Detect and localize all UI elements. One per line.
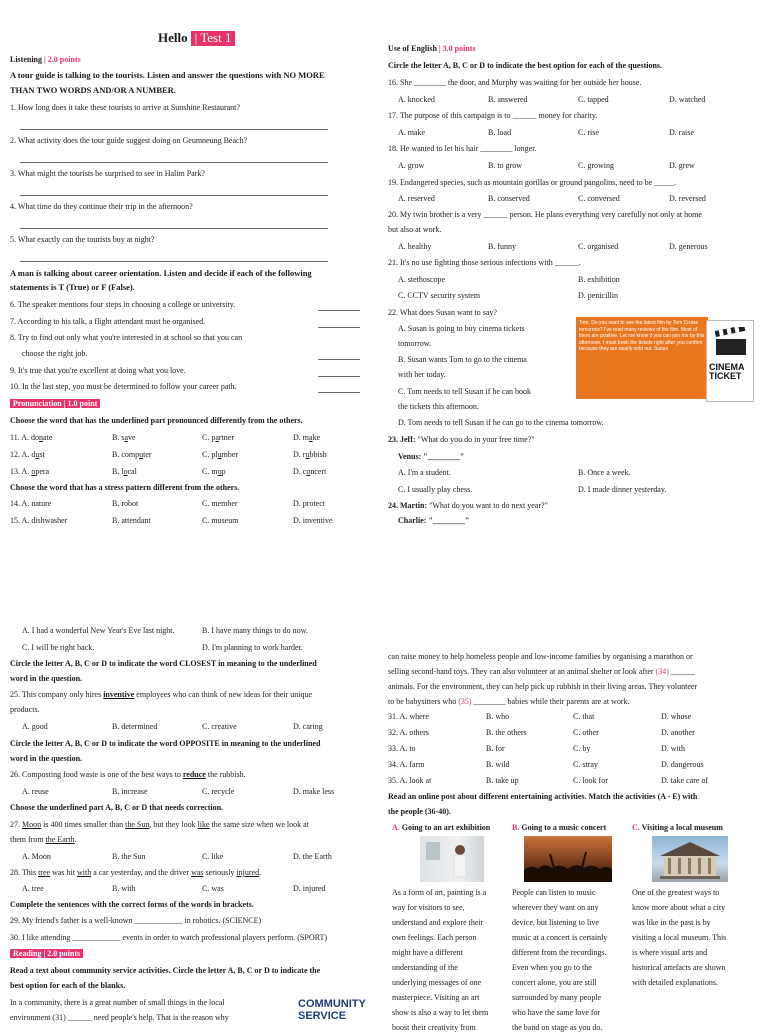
- q17-a: A. make: [398, 128, 426, 137]
- q22-d: D. Tom needs to tell Susan if he can go to the cinema tomorrow.: [398, 418, 604, 427]
- col-b-line: wherever they want on any: [512, 903, 599, 912]
- error-intro: Choose the underlined part A, B, C or D that needs correction.: [10, 803, 224, 812]
- tf-answer-7[interactable]: [318, 327, 360, 328]
- tf-q10: 10. In the last step, you must be determined to follow your career path.: [10, 382, 237, 391]
- q21: 21. It's no use fighting those serious infections with ______.: [388, 258, 581, 267]
- r33-a: 33. A. to: [388, 744, 416, 753]
- pron-13-d: D. concert: [293, 467, 327, 476]
- activity-c-title: Visiting a local museum: [641, 823, 723, 832]
- q24-charlie: Charlie: "________": [398, 516, 470, 525]
- q16-c: C. tapped: [578, 95, 609, 104]
- q17: 17. The purpose of this campaign is to ______ money for charity.: [388, 111, 598, 120]
- q28-d: D. injured: [293, 884, 326, 893]
- pron-12-c: C. plumber: [202, 450, 238, 459]
- uoe-intro: Circle the letter A, B, C or D to indicate the best option for each of the questions.: [388, 61, 663, 70]
- q28-b: B. with: [112, 884, 136, 893]
- reading-points: 2.0 points: [47, 949, 81, 958]
- reading-header: [10, 949, 83, 958]
- q20-cont: but also at work.: [388, 225, 442, 234]
- q19: 19. Endangered species, such as mountain gorillas or ground pangolins, need to be _____.: [388, 178, 677, 187]
- q20-a: A. healthy: [398, 242, 432, 251]
- pron-11-d: D. make: [293, 433, 321, 442]
- r33-b: B. for: [486, 744, 505, 753]
- opposite-intro: Circle the letter A, B, C or D to indicate the word OPPOSITE in meaning to the underlined: [10, 739, 321, 748]
- pron-13-c: C. mop: [202, 467, 226, 476]
- col-b-line: surrounded by many people: [512, 993, 602, 1002]
- q26-b: B. increase: [112, 787, 148, 796]
- listening-intro: A tour guide is talking to the tourists. Listen and answer the questions with NO MORE: [10, 70, 325, 80]
- tf-answer-6[interactable]: [318, 310, 360, 311]
- q24-c: C. I will be right back.: [22, 643, 95, 652]
- q20-b: B. funny: [488, 242, 516, 251]
- q27-b: B. the Sun: [112, 852, 146, 861]
- q27-c: C. like: [202, 852, 224, 861]
- col-a-line: boost their creativity from: [392, 1023, 476, 1032]
- col-b-line: music at a concert is certainly: [512, 933, 608, 942]
- tf-q6: 6. The speaker mentions four steps in choosing a college or university.: [10, 300, 236, 309]
- q26-a: A. reuse: [22, 787, 49, 796]
- cinema-ticket-label: CINEMA TICKET: [709, 362, 745, 381]
- q23-a: A. I'm a student.: [398, 468, 451, 477]
- q16-d: D. watched: [669, 95, 706, 104]
- pron-15-b: B. attendant: [112, 516, 151, 525]
- listening-q4: 4. What time do they continue their trip in the afternoon?: [10, 202, 193, 211]
- q22-c-cont: the tickets this afternoon.: [398, 402, 479, 411]
- q25-c: C. creative: [202, 722, 237, 731]
- r31-b: B. who: [486, 712, 510, 721]
- col-b-line: different from the recordings.: [512, 948, 607, 957]
- q16-b: B. answered: [488, 95, 528, 104]
- pron-11-b: B. save: [112, 433, 136, 442]
- col-a-line: masterpiece. Visiting an art: [392, 993, 480, 1002]
- q24: 24. Martin: "What do you want to do next year?": [388, 501, 548, 510]
- r35-c: C. look for: [573, 776, 608, 785]
- col-a-line: understand and explore their: [392, 918, 484, 927]
- listening-q1: 1. How long does it take these tourists to arrive at Sunshine Restaurant?: [10, 103, 240, 112]
- r32-c: C. other: [573, 728, 599, 737]
- uoe-label: Use of English: [388, 44, 437, 53]
- tf-q8: 8. Try to find out only what you're interested in at school so that you can: [10, 333, 243, 342]
- pron-14-d: D. protect: [293, 499, 325, 508]
- q20-c: C. organised: [578, 242, 619, 251]
- tf-answer-8[interactable]: [318, 359, 360, 360]
- q22-a: A. Susan is going to buy cinema tickets: [398, 324, 525, 333]
- pron-14-a: 14. A. nature: [10, 499, 52, 508]
- r35-d: D. take care of: [661, 776, 709, 785]
- q25-d: D. caring: [293, 722, 323, 731]
- pron-15-c: C. museum: [202, 516, 239, 525]
- q25-cont: products.: [10, 705, 40, 714]
- reading-intro: Read a text about community service activities. Circle the letter A, B, C or D to indicate the: [10, 966, 321, 975]
- col-c-line: know more about what a city: [632, 903, 726, 912]
- reading-intro-2: best option for each of the blanks.: [10, 981, 126, 990]
- q21-d: D. penicillin: [578, 291, 618, 300]
- q23: 23. Jeff: "What do you do in your free time?": [388, 435, 535, 444]
- col-b-line: Even when you go to the: [512, 963, 592, 972]
- col-b-line: People can listen to music: [512, 888, 596, 897]
- listening-q5: 5. What exactly can the tourists buy at night?: [10, 235, 155, 244]
- tf-q8-cont: choose the right job.: [22, 349, 88, 358]
- q29: 29. My friend's father is a well-known ____________ in robotics. (SCIENCE): [10, 916, 262, 925]
- q27-cont: them from the Earth.: [10, 835, 77, 844]
- q25-b: B. determined: [112, 722, 158, 731]
- pron-12-b: B. computer: [112, 450, 152, 459]
- r32-d: D. another: [661, 728, 695, 737]
- pron-12-a: 12. A. dust: [10, 450, 45, 459]
- q24-d: D. I'm planning to work harder.: [202, 643, 303, 652]
- col-c-line: visiting a local museum. This: [632, 933, 727, 942]
- q22: 22. What does Susan want to say?: [388, 308, 497, 317]
- activity-a-title: Going to an art exhibition: [401, 823, 491, 832]
- col-c-line: One of the greatest ways to: [632, 888, 720, 897]
- r31-a: 31. A. where: [388, 712, 429, 721]
- visitor-figure-icon: [420, 836, 484, 882]
- r34-a: 34. A. farm: [388, 760, 425, 769]
- answer-line-2[interactable]: [20, 162, 328, 163]
- reading-label: Reading: [13, 949, 42, 958]
- museum-photo: [652, 836, 728, 882]
- col-a-line: show is also a way to let them: [392, 1008, 489, 1017]
- q21-c: C. CCTV security system: [398, 291, 481, 300]
- museum-building-icon: [652, 836, 728, 882]
- col-a-line: underlying messages of one: [392, 978, 482, 987]
- q22-b-cont: with her today.: [398, 370, 446, 379]
- pron-13-a: 13. A. opera: [10, 467, 50, 476]
- col-c-line: with detailed explanations.: [632, 978, 718, 987]
- r34-d: D. dangerous: [661, 760, 704, 769]
- q18-a: A. grow: [398, 161, 425, 170]
- r34-b: B. wild: [486, 760, 510, 769]
- activity-a-heading: A. Going to an art exhibition: [392, 823, 491, 832]
- answer-line-5[interactable]: [20, 261, 328, 262]
- col-a-line: way for visitors to see,: [392, 903, 465, 912]
- r35-a: 35. A. look at: [388, 776, 432, 785]
- col-b-line: device, but listening to live: [512, 918, 599, 927]
- r31-c: C. that: [573, 712, 595, 721]
- reading-badge: Reading | 2.0 points: [10, 949, 83, 958]
- uoe-points: 3.0 points: [442, 44, 476, 53]
- q17-c: C. rise: [578, 128, 599, 137]
- title-test: Test 1: [200, 30, 232, 45]
- pron-12-d: D. rubbish: [293, 450, 327, 459]
- q27-d: D. the Earth: [293, 852, 332, 861]
- closest-intro: Circle the letter A, B, C or D to indicate the word CLOSEST in meaning to the underlined: [10, 659, 317, 668]
- crowd-icon: [524, 836, 612, 882]
- r33-c: C. by: [573, 744, 591, 753]
- pronunciation-header: [10, 399, 100, 408]
- pronunciation-badge: Pronunciation | 1.0 point: [10, 399, 100, 408]
- q24-a: A. I had a wonderful New Year's Eve last night.: [22, 626, 175, 635]
- pron-11-a: 11. A. donate: [10, 433, 53, 442]
- passage-p4: to be babysitters who (35) ________ babies while their parents are at work.: [388, 697, 630, 706]
- match-intro: Read an online post about different entertaining activities. Match the activities (A - E) with: [388, 792, 698, 801]
- activity-b-heading: B. Going to a music concert: [512, 823, 607, 832]
- use-of-english-header: [388, 44, 476, 53]
- q20: 20. My twin brother is a very ______ person. He plans everything very carefully not only at home: [388, 210, 702, 219]
- q30: 30. I like attending ____________ events in order to watch professional players perform. (SPORT): [10, 933, 328, 942]
- activity-c-heading: C. Visiting a local museum: [632, 823, 723, 832]
- r31-d: D. whose: [661, 712, 692, 721]
- passage-line-2: [10, 1013, 229, 1022]
- q22-b: B. Susan wants Tom to go to the cinema: [398, 355, 527, 364]
- title-main: Hello: [158, 30, 188, 45]
- q18: 18. He wanted to let his hair ________ longer.: [388, 144, 537, 153]
- q19-a: A. reserved: [398, 194, 435, 203]
- q22-a-cont: tomorrow.: [398, 339, 432, 348]
- tf-answer-9[interactable]: [318, 376, 360, 377]
- q18-c: C. growing: [578, 161, 614, 170]
- tf-answer-10[interactable]: [318, 392, 360, 393]
- film-clapper-icon: [708, 327, 754, 359]
- cinema-ticket-image: [706, 320, 754, 402]
- pron-15-a: 15. A. dishwasher: [10, 516, 68, 525]
- tf-q7: 7. According to his talk, a flight attendant must be organised.: [10, 317, 206, 326]
- q27-a: A. Moon: [22, 852, 51, 861]
- closest-intro-2: word in the question.: [10, 674, 83, 683]
- answer-line-4[interactable]: [20, 228, 328, 229]
- r34-c: C. stray: [573, 760, 598, 769]
- pronunciation-label: Pronunciation: [13, 399, 62, 408]
- q23-d: D. I made dinner yesterday.: [578, 485, 667, 494]
- passage-p2: selling second-hand toys. They can also volunteer at an animal shelter or look after (34) ______: [388, 667, 695, 676]
- listening-label: Listening: [10, 55, 43, 64]
- q23-b: B. Once a week.: [578, 468, 631, 477]
- listening-points: 2.0 points: [47, 55, 81, 64]
- col-a-line: might have a different: [392, 948, 463, 957]
- q19-b: B. conserved: [488, 194, 530, 203]
- logo-community: COMMUNITY: [298, 998, 366, 1010]
- passage-line-2-text: environment (31) ______ need people's help. That is the reason why: [10, 1013, 229, 1022]
- col-a-line: understanding of the: [392, 963, 458, 972]
- pron-14-c: C. member: [202, 499, 238, 508]
- pronunciation-points: 1.0 point: [67, 399, 98, 408]
- q25: 25. This company only hires inventive employees who can think of new ideas for their unique: [10, 690, 313, 699]
- page-title: [158, 31, 235, 46]
- passage-line-1: In a community, there is a great number of small things in the local: [10, 998, 225, 1007]
- q19-d: D. reversed: [669, 194, 706, 203]
- r32-b: B. the others: [486, 728, 527, 737]
- col-b-line: the band on stage as you do.: [512, 1023, 603, 1032]
- pron-11-c: C. partner: [202, 433, 235, 442]
- q18-d: D. grew: [669, 161, 695, 170]
- passage-p1: can raise money to help homeless people and low-income families by organising a marathon or: [388, 652, 693, 661]
- col-b-line: concert alone, you are still: [512, 978, 597, 987]
- q17-d: D. raise: [669, 128, 694, 137]
- q22-c: C. Tom needs to tell Susan if he can book: [398, 387, 532, 396]
- pron-13-b: B. local: [112, 467, 137, 476]
- col-b-line: who have the same love for: [512, 1008, 601, 1017]
- tf-intro: A man is talking about career orientation. Listen and decide if each of the following: [10, 268, 312, 278]
- q21-b: B. exhibition: [578, 275, 620, 284]
- pron-15-d: D. inventive: [293, 516, 333, 525]
- listening-points-badge: | 2.0 points: [42, 55, 81, 64]
- logo-service: SERVICE: [298, 1009, 347, 1022]
- opposite-intro-2: word in the question.: [10, 754, 83, 763]
- q26-d: D. make less: [293, 787, 335, 796]
- listening-header: [10, 55, 81, 64]
- match-intro-2: the people (36-40).: [388, 807, 451, 816]
- col-a-line: As a form of art, painting is a: [392, 888, 487, 897]
- listening-intro-2: THAN TWO WORDS AND/OR A NUMBER.: [10, 85, 176, 95]
- col-a-line: own feelings. Each person: [392, 933, 477, 942]
- q16-a: A. knocked: [398, 95, 435, 104]
- passage-p3: animals. For the environment, they can help pick up rubbish in their living areas. They volunteer: [388, 682, 698, 691]
- answer-line-3[interactable]: [20, 195, 328, 196]
- q24-b: B. I have many things to do now.: [202, 626, 308, 635]
- pron-intro-2: Choose the word that has a stress pattern different from the others.: [10, 483, 240, 492]
- q23-c: C. I usually play chess.: [398, 485, 473, 494]
- tf-q9: 9. It's true that you're excellent at doing what you love.: [10, 366, 186, 375]
- q28: 28. This tree was hit with a car yesterday, and the driver was seriously injured.: [10, 868, 262, 877]
- q17-b: B. load: [488, 128, 512, 137]
- q26: 26. Composting food waste is one of the best ways to reduce the rubbish.: [10, 770, 246, 779]
- art-exhibition-photo: [420, 836, 484, 882]
- word-form-intro: Complete the sentences with the correct forms of the words in brackets.: [10, 900, 254, 909]
- q19-c: C. conversed: [578, 194, 620, 203]
- col-c-line: is where visual arts and: [632, 948, 708, 957]
- listening-q2: 2. What activity does the tour guide suggest doing on Geumneung Beach?: [10, 136, 248, 145]
- r35-b: B. take up: [486, 776, 519, 785]
- col-c-line: historical artefacts are shown: [632, 963, 726, 972]
- q21-a: A. stethoscope: [398, 275, 446, 284]
- message-note: Tom, Do you want to see the latest film by Tom Cruise tomorrow? I've read many reviews of the film. Most of them are positive. Let me know if you can join me by this afternoon. I must book the tickets right after you confirm because they are nearly sold out. Susan: [576, 317, 708, 399]
- q26-c: C. recycle: [202, 787, 235, 796]
- r32-a: 32. A. others: [388, 728, 429, 737]
- listening-q3: 3. What might the tourists be surprised to see in Halim Park?: [10, 169, 205, 178]
- title-test-badge: | Test 1: [191, 31, 236, 46]
- q28-c: C. was: [202, 884, 224, 893]
- community-service-logo: [298, 999, 366, 1022]
- activity-b-title: Going to a music concert: [521, 823, 607, 832]
- q18-b: B. to grow: [488, 161, 522, 170]
- q16: 16. She ________ the door, and Murphy was waiting for her outside her house.: [388, 78, 642, 87]
- q23-venus: Venus: "________": [398, 452, 465, 461]
- col-c-line: was like in the past is by: [632, 918, 711, 927]
- q25-a: A. good: [22, 722, 48, 731]
- tf-intro-2: statements is T (True) or F (False).: [10, 282, 135, 292]
- q28-a: A. tree: [22, 884, 44, 893]
- pron-14-b: B. robot: [112, 499, 139, 508]
- r33-d: D. with: [661, 744, 685, 753]
- music-concert-photo: [524, 836, 612, 882]
- answer-line-1[interactable]: [20, 129, 328, 130]
- uoe-points-badge: | 3.0 points: [436, 44, 476, 53]
- pron-intro-1: Choose the word that has the underlined part pronounced differently from the others.: [10, 416, 303, 425]
- q20-d: D. generous: [669, 242, 708, 251]
- q27: 27. Moon is 400 times smaller than the Sun, but they look like the same size when we look at: [10, 820, 309, 829]
